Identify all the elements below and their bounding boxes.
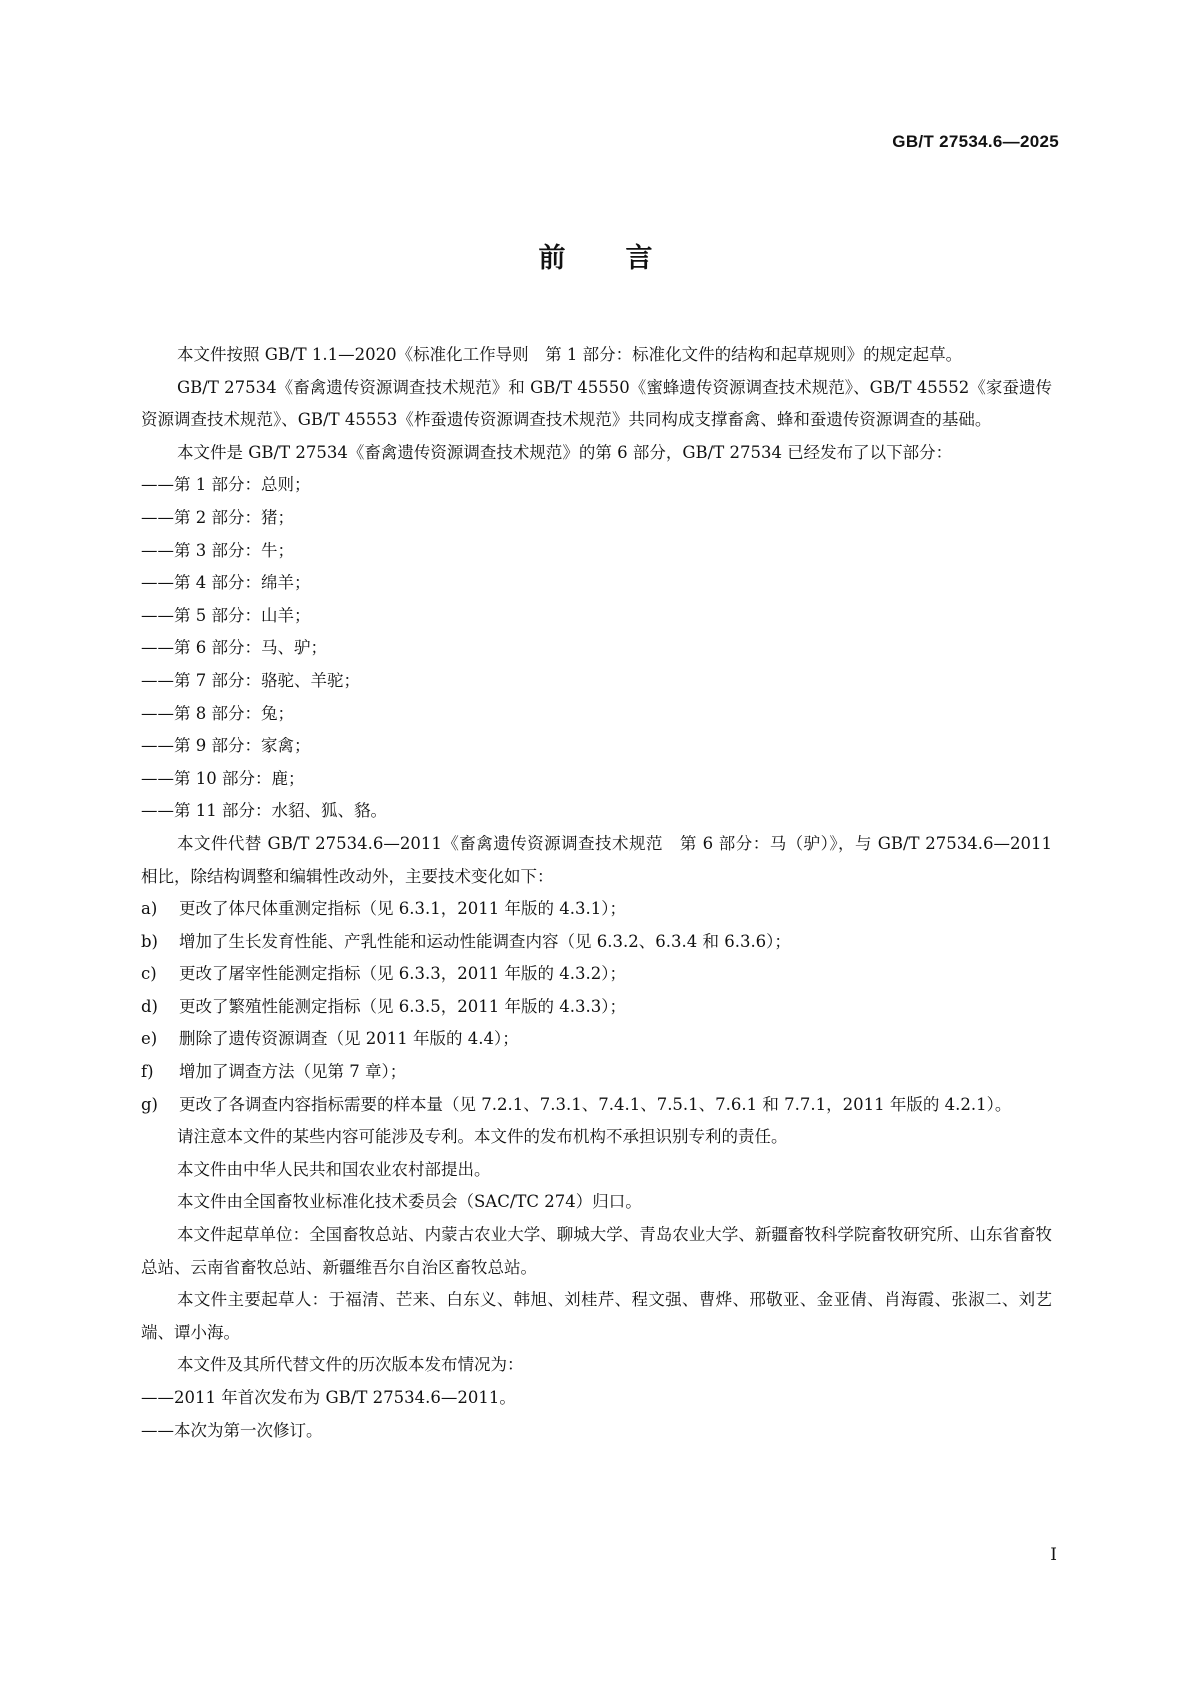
part-list-item: ——第 11 部分：水貂、狐、貉。 (141, 801, 387, 821)
change-item (141, 893, 1052, 926)
change-item-mark: e) (141, 1029, 158, 1049)
document-code: GB/T 27534.6—2025 (892, 132, 1059, 151)
change-item-mark: d) (141, 996, 158, 1016)
change-item (141, 991, 1052, 1024)
part-list-item: ——第 2 部分：猪； (141, 507, 294, 527)
part-list-item: ——第 8 部分：兔； (141, 703, 294, 723)
page-title: 前言 (538, 243, 713, 274)
closing-paragraph: 本文件由全国畜牧业标准化技术委员会（SAC/TC 274）归口。 (177, 1192, 642, 1212)
change-item (141, 926, 1052, 959)
change-item-mark: a) (141, 899, 158, 919)
change-item (141, 1023, 1052, 1056)
part-list-item: ——第 3 部分：牛； (141, 540, 294, 560)
change-item (141, 1056, 1052, 1089)
change-item (141, 1089, 1052, 1122)
change-item-text: 增加了调查方法（见第 7 章）； (179, 1062, 407, 1082)
change-item-mark: g) (141, 1094, 158, 1114)
change-item-text: 更改了各调查内容指标需要的样本量（见 7.2.1、7.3.1、7.4.1、7.5.1、7.6.1 和 7.7.1，2011 年版的 4.2.1）。 (179, 1094, 1012, 1114)
change-item-text: 增加了生长发育性能、产乳性能和运动性能调查内容（见 6.3.2、6.3.4 和 6.3.6）； (179, 931, 791, 951)
closing-paragraph: 请注意本文件的某些内容可能涉及专利。本文件的发布机构不承担识别专利的责任。 (177, 1127, 788, 1147)
part-list-item: ——第 4 部分：绵羊； (141, 573, 311, 593)
change-item (141, 958, 1052, 991)
change-item-mark: c) (141, 964, 157, 984)
closing-paragraph: 本文件由中华人民共和国农业农村部提出。 (177, 1159, 491, 1179)
replacement-paragraph: 本文件代替 GB/T 27534.6—2011《畜禽遗传资源调查技术规范 第 6 部分：马（驴）》，与 GB/T 27534.6—2011 相比，除结构调整和编辑性改动外，主要技术变化如下： (141, 833, 1052, 886)
part-list-item: ——第 7 部分：骆驼、羊驼； (141, 670, 360, 690)
change-item-mark: f) (141, 1062, 154, 1082)
document-body (141, 339, 1052, 1447)
intro-paragraph: 本文件是 GB/T 27534《畜禽遗传资源调查技术规范》的第 6 部分，GB/T 27534 已经发布了以下部分： (177, 442, 953, 462)
closing-paragraph: 本文件主要起草人：于福清、芒来、白东义、韩旭、刘桂芹、程文强、曹烨、邢敬亚、金亚倩、肖海霞、张淑二、刘艺端、谭小海。 (141, 1290, 1052, 1342)
change-item-mark: b) (141, 931, 158, 951)
part-list-item: ——第 1 部分：总则； (141, 475, 311, 495)
intro-paragraph: 本文件按照 GB/T 1.1—2020《标准化工作导则 第 1 部分：标准化文件的结构和起草规则》的规定起草。 (177, 345, 963, 364)
page-number: I (1050, 1545, 1057, 1565)
part-list-item: ——第 10 部分：鹿； (141, 768, 305, 788)
history-item: ——2011 年首次发布为 GB/T 27534.6—2011。 (141, 1388, 516, 1407)
part-list-item: ——第 9 部分：家禽； (141, 736, 311, 756)
closing-paragraph: 本文件起草单位：全国畜牧总站、内蒙古农业大学、聊城大学、青岛农业大学、新疆畜牧科学院畜牧研究所、山东省畜牧总站、云南省畜牧总站、新疆维吾尔自治区畜牧总站。 (141, 1225, 1052, 1277)
change-item-text: 删除了遗传资源调查（见 2011 年版的 4.4）； (179, 1029, 519, 1049)
change-item-text: 更改了繁殖性能测定指标（见 6.3.5，2011 年版的 4.3.3）； (179, 996, 626, 1016)
intro-paragraph: GB/T 27534《畜禽遗传资源调查技术规范》和 GB/T 45550《蜜蜂遗传资源调查技术规范》、GB/T 45552《家蚕遗传资源调查技术规范》、GB/T 45553《柞蚕遗传资源调查技术规范》共同构成支撑畜禽、蜂和蚕遗传资源调查的基础。 (141, 377, 1052, 430)
history-item: ——本次为第一次修订。 (141, 1420, 323, 1440)
part-list-item: ——第 5 部分：山羊； (141, 605, 311, 625)
change-item-text: 更改了体尺体重测定指标（见 6.3.1，2011 年版的 4.3.1）； (179, 899, 626, 919)
change-item-text: 更改了屠宰性能测定指标（见 6.3.3，2011 年版的 4.3.2）； (179, 964, 626, 984)
part-list-item: ——第 6 部分：马、驴； (141, 638, 327, 658)
closing-paragraph: 本文件及其所代替文件的历次版本发布情况为： (177, 1355, 524, 1375)
